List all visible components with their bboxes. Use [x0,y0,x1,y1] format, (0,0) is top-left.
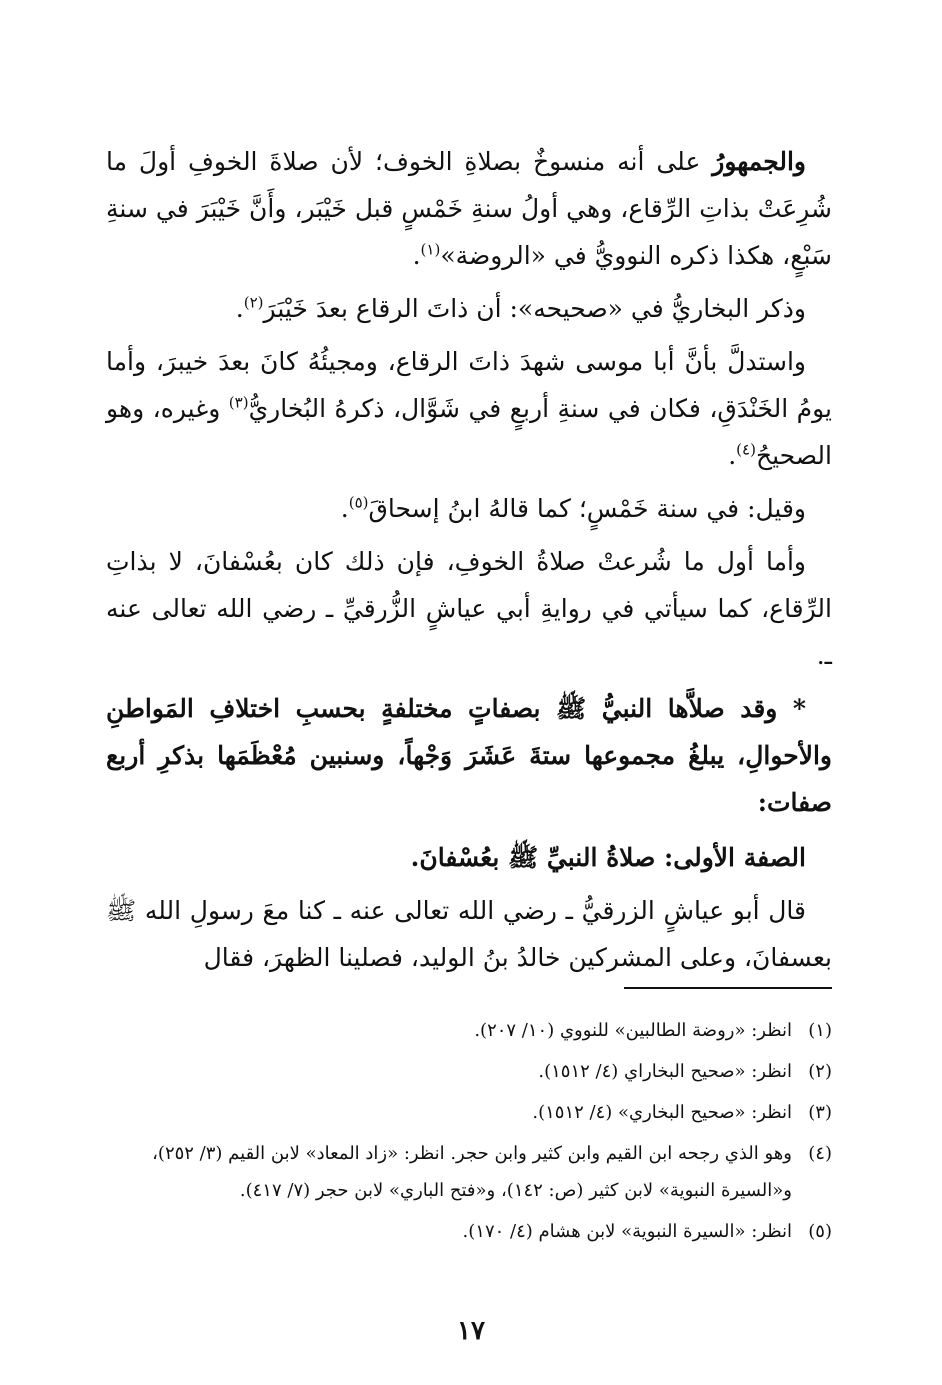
footnote-divider [624,987,832,989]
paragraph-1: والجمهورُ على أنه منسوخٌ بصلاةِ الخوف؛ لأن صلاةَ الخوفِ أولَ ما شُرِعَتْ بذاتِ الرِّقاع، وهي أولُ سنةِ خَمْسٍ قبل خَيْبَر، وأَنَّ خَيْبَرَ في سنةِ سَبْعٍ، هكذا ذكره النوويُّ في «الروضة»$^{(١)}$. [106,147,832,270]
paragraph-1-text: على أنه منسوخٌ بصلاةِ الخوف؛ لأن صلاةَ الخوفِ أولَ ما شُرِعَتْ بذاتِ الرِّقاع، وهي أولُ سنةِ خَمْسٍ قبل خَيْبَر، وأَنَّ خَيْبَرَ في سنةِ سَبْعٍ، هكذا ذكره النوويُّ في «الروضة» [106,147,832,270]
paragraph-5 [106,538,832,679]
paragraph-2-text: وذكر البخاريُّ في «صحيحه»: أن ذاتَ الرقاع بعدَ خَيْبَرَ [263,294,806,323]
paragraph-6 [106,685,832,826]
footnote-item [106,1135,832,1209]
footnote-number: (٣) [808,1102,832,1123]
paragraph-6-text: * وقد صلاَّها النبيُّ ﷺ بصفاتٍ مختلفةٍ بحسبِ اختلافِ المَواطنِ والأحوالِ، يبلغُ مجموعها ستةَ عَشَرَ وَجْهاً، وسنبين مُعْظَمَها بذكرِ أربع صفات: [106,694,832,817]
section-heading-text: الصفة الأولى: صلاةُ النبيِّ ﷺ بعُسْفانَ. [410,843,806,872]
paragraph-5-text: وأما أول ما شُرعتْ صلاةُ الخوفِ، فإن ذلك كان بعُسْفانَ، لا بذاتِ الرِّقاع، كما سيأتي في روايةِ أبي عياشٍ الزُّرقيِّ ـ رضي الله تعالى عنه ـ. [106,547,832,670]
paragraph-3: واستدلَّ بأنَّ أبا موسى شهدَ ذاتَ الرقاع، ومجيئُهُ كانَ بعدَ خيبرَ، وأما يومُ الخَنْدَقِ، فكان في سنةِ أربعٍ في شَوَّال، ذكرهُ البُخاريُّ$^{(٣)}$ وغيره، وهو الصحيحُ$^{(٤)}$. [106,347,832,470]
footnote-text: انظر: «السيرة النبوية» لابن هشام (٤/ ١٧٠). [462,1221,792,1242]
footnote-item [106,1012,832,1049]
footnote-number: (١) [808,1020,832,1041]
paragraph-2: وذكر البخاريُّ في «صحيحه»: أن ذاتَ الرقاع بعدَ خَيْبَرَ$^{(٢)}$. [235,293,806,323]
footnote-number: (٢) [808,1061,832,1082]
paragraph-7-text: قال أبو عياشٍ الزرقيُّ ـ رضي الله تعالى عنه ـ كنا معَ رسولِ الله ﷺ بعسفانَ، وعلى المشركين خالدُ بنُ الوليد، فصلينا الظهرَ، فقال [106,896,832,972]
footnote-ref-4: (٤) [736,440,756,459]
paragraph-3-text: واستدلَّ بأنَّ أبا موسى شهدَ ذاتَ الرقاع، ومجيئُهُ كانَ بعدَ خيبرَ، وأما يومُ الخَنْدَقِ، فكان في سنةِ أربعٍ في شَوَّال، ذكرهُ البُخاريُّ [106,347,832,423]
footnote-number: (٥) [808,1221,832,1242]
footnote-ref-5: (٥) [348,493,369,512]
footnote-text: انظر: «صحيح البخاراي (٤/ ١٥١٢). [538,1061,792,1082]
paragraph-4: وقيل: في سنة خَمْسٍ؛ كما قالهُ ابنُ إسحاقَ$^{(٥)}$. [340,493,806,523]
page-number: ١٧ [457,1316,485,1346]
footnote-ref-3: (٣) [228,393,249,412]
footnote-number: (٤) [808,1143,832,1164]
paragraph-7 [106,887,832,981]
paragraph-1-lead: والجمهورُ [712,147,806,176]
footnotes [106,1012,832,1254]
footnote-ref-1: (١) [420,240,441,259]
main-text [106,138,832,987]
paragraph-4-text: وقيل: في سنة خَمْسٍ؛ كما قالهُ ابنُ إسحاقَ [368,494,806,523]
footnote-text: انظر: «روضة الطالبين» للنووي (١٠/ ٢٠٧). [474,1020,792,1041]
footnote-text: انظر: «صحيح البخاري» (٤/ ١٥١٢). [532,1102,792,1123]
footnote-text: وهو الذي رجحه ابن القيم وابن كثير وابن حجر. انظر: «زاد المعاد» لابن القيم (٣/ ٢٥٢)، و«السيرة النبوية» لابن كثير (ص: ١٤٢)، و«فتح الباري» لابن حجر (٧/ ٤١٧). [152,1143,792,1201]
section-heading [106,834,832,881]
footnote-ref-2: (٢) [243,293,264,312]
footnote-item [106,1094,832,1131]
footnote-item [106,1053,832,1090]
footnote-item [106,1213,832,1250]
paragraph-3-tail: وغيره، وهو الصحيحُ [106,394,832,470]
